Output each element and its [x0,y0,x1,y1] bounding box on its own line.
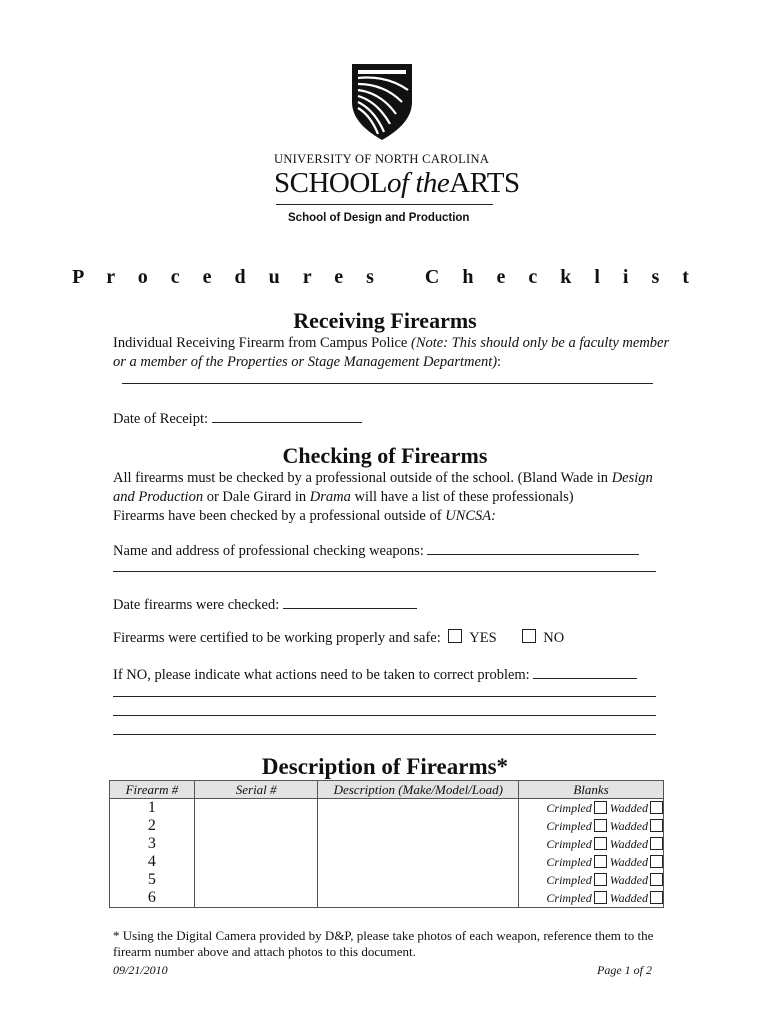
footnote: * Using the Digital Camera provided by D&P, please take photos of each weapon, reference them to the firearm number above and attach photos to this document. [113,928,654,959]
column-header-description: Description (Make/Model/Load) [318,781,519,799]
crimped-label: Crimpled [546,891,592,905]
no-label: NO [543,630,565,646]
date-checked-label: Date firearms were checked: [113,597,280,613]
wadded-checkbox[interactable] [650,855,663,868]
wadded-label: Wadded [609,837,648,851]
checking-heading: Checking of Firearms [282,443,488,468]
table-row [110,889,664,908]
table-row [110,835,664,853]
date-checked-field[interactable] [283,594,417,609]
professional-name-field[interactable] [427,540,639,555]
checking-p1-end: will have a list of these professionals) [350,489,574,505]
crimped-label: Crimpled [546,819,592,833]
crimped-checkbox[interactable] [594,855,607,868]
logo-divider [276,204,493,205]
wadded-checkbox[interactable] [650,891,663,904]
description-cell[interactable] [318,889,519,908]
receiving-colon: : [497,354,502,370]
professional-name-row [113,540,639,560]
checking-paragraph [113,469,673,526]
receiver-name-field[interactable] [122,383,653,384]
column-header-firearm: Firearm # [110,781,195,799]
receiving-note: (Note: This should only be a faculty member or a member of the Properties or Stage Management Department) [113,335,670,370]
blanks-cell [519,871,664,889]
serial-cell[interactable] [194,889,318,908]
firearms-table [109,780,664,908]
wadded-checkbox[interactable] [650,801,663,814]
firearm-number-cell: 5 [110,871,195,889]
department-name: School of Design and Production [288,212,470,224]
if-no-line-4[interactable] [113,734,656,735]
wadded-label: Wadded [609,819,648,833]
serial-cell[interactable] [194,853,318,871]
serial-cell[interactable] [194,817,318,835]
table-row [110,871,664,889]
checking-p2-em: UNCSA: [445,508,496,524]
school-name-part1: SCHOOL [274,167,388,199]
school-name-part3: ARTS [449,167,520,199]
crimped-checkbox[interactable] [594,819,607,832]
description-cell[interactable] [318,835,519,853]
firearm-number-cell: 4 [110,853,195,871]
blanks-cell [519,799,664,818]
firearm-number-cell: 1 [110,799,195,818]
no-checkbox[interactable] [522,629,536,643]
document-title: P r o c e d u r e s C h e c k l i s t [72,266,698,288]
if-no-field[interactable] [533,664,637,679]
checking-p1-mid: or Dale Girard in [203,489,310,505]
date-of-receipt-label: Date of Receipt: [113,411,209,427]
certified-label: Firearms were certified to be working properly and safe: [113,630,441,646]
blanks-cell [519,817,664,835]
date-of-receipt-field[interactable] [212,408,362,423]
if-no-label: If NO, please indicate what actions need to be taken to correct problem: [113,667,530,683]
wadded-label: Wadded [609,801,648,815]
receiving-intro [113,334,673,372]
receiving-heading: Receiving Firearms [293,308,477,333]
table-row [110,853,664,871]
serial-cell[interactable] [194,871,318,889]
professional-address-field[interactable] [113,571,656,572]
professional-name-label: Name and address of professional checking weapons: [113,543,424,559]
checking-p1: All firearms must be checked by a professional outside of the school. (Bland Wade in [113,470,612,486]
certified-row [113,629,564,647]
wadded-label: Wadded [609,873,648,887]
date-of-receipt-row [113,408,362,428]
if-no-row [113,664,637,684]
if-no-line-3[interactable] [113,715,656,716]
firearm-number-cell: 2 [110,817,195,835]
crimped-checkbox[interactable] [594,837,607,850]
column-header-blanks: Blanks [519,781,664,799]
table-header-row [110,781,664,799]
description-cell[interactable] [318,853,519,871]
serial-cell[interactable] [194,835,318,853]
crimped-checkbox[interactable] [594,801,607,814]
crimped-checkbox[interactable] [594,891,607,904]
yes-label: YES [469,630,497,646]
uncsa-shield-icon [350,62,414,142]
yes-checkbox[interactable] [448,629,462,643]
serial-cell[interactable] [194,799,318,818]
if-no-line-2[interactable] [113,696,656,697]
description-cell[interactable] [318,817,519,835]
wadded-label: Wadded [609,891,648,905]
checking-p2: Firearms have been checked by a professional outside of [113,508,446,524]
crimped-label: Crimpled [546,873,592,887]
description-heading: Description of Firearms* [261,754,509,779]
checking-p1-em2: Drama [309,489,351,505]
blanks-cell [519,835,664,853]
column-header-serial: Serial # [194,781,318,799]
date-checked-row [113,594,417,614]
wadded-label: Wadded [609,855,648,869]
footer-page-number: Page 1 of 2 [597,963,652,977]
receiving-intro-text: Individual Receiving Firearm from Campus Police [113,335,411,351]
blanks-cell [519,889,664,908]
description-cell[interactable] [318,799,519,818]
wadded-checkbox[interactable] [650,873,663,886]
wadded-checkbox[interactable] [650,837,663,850]
table-row [110,817,664,835]
table-row [110,799,664,818]
firearm-number-cell: 3 [110,835,195,853]
firearm-number-cell: 6 [110,889,195,908]
footer-date: 09/21/2010 [113,963,168,977]
school-name [274,166,520,200]
crimped-label: Crimpled [546,855,592,869]
wadded-checkbox[interactable] [650,819,663,832]
university-name: UNIVERSITY OF NORTH CAROLINA [274,152,490,166]
crimped-checkbox[interactable] [594,873,607,886]
blanks-cell [519,853,664,871]
crimped-label: Crimpled [546,801,592,815]
checking-p1-em1: Design and Production [113,470,653,505]
school-name-part2: of the [387,167,450,199]
description-cell[interactable] [318,871,519,889]
crimped-label: Crimpled [546,837,592,851]
